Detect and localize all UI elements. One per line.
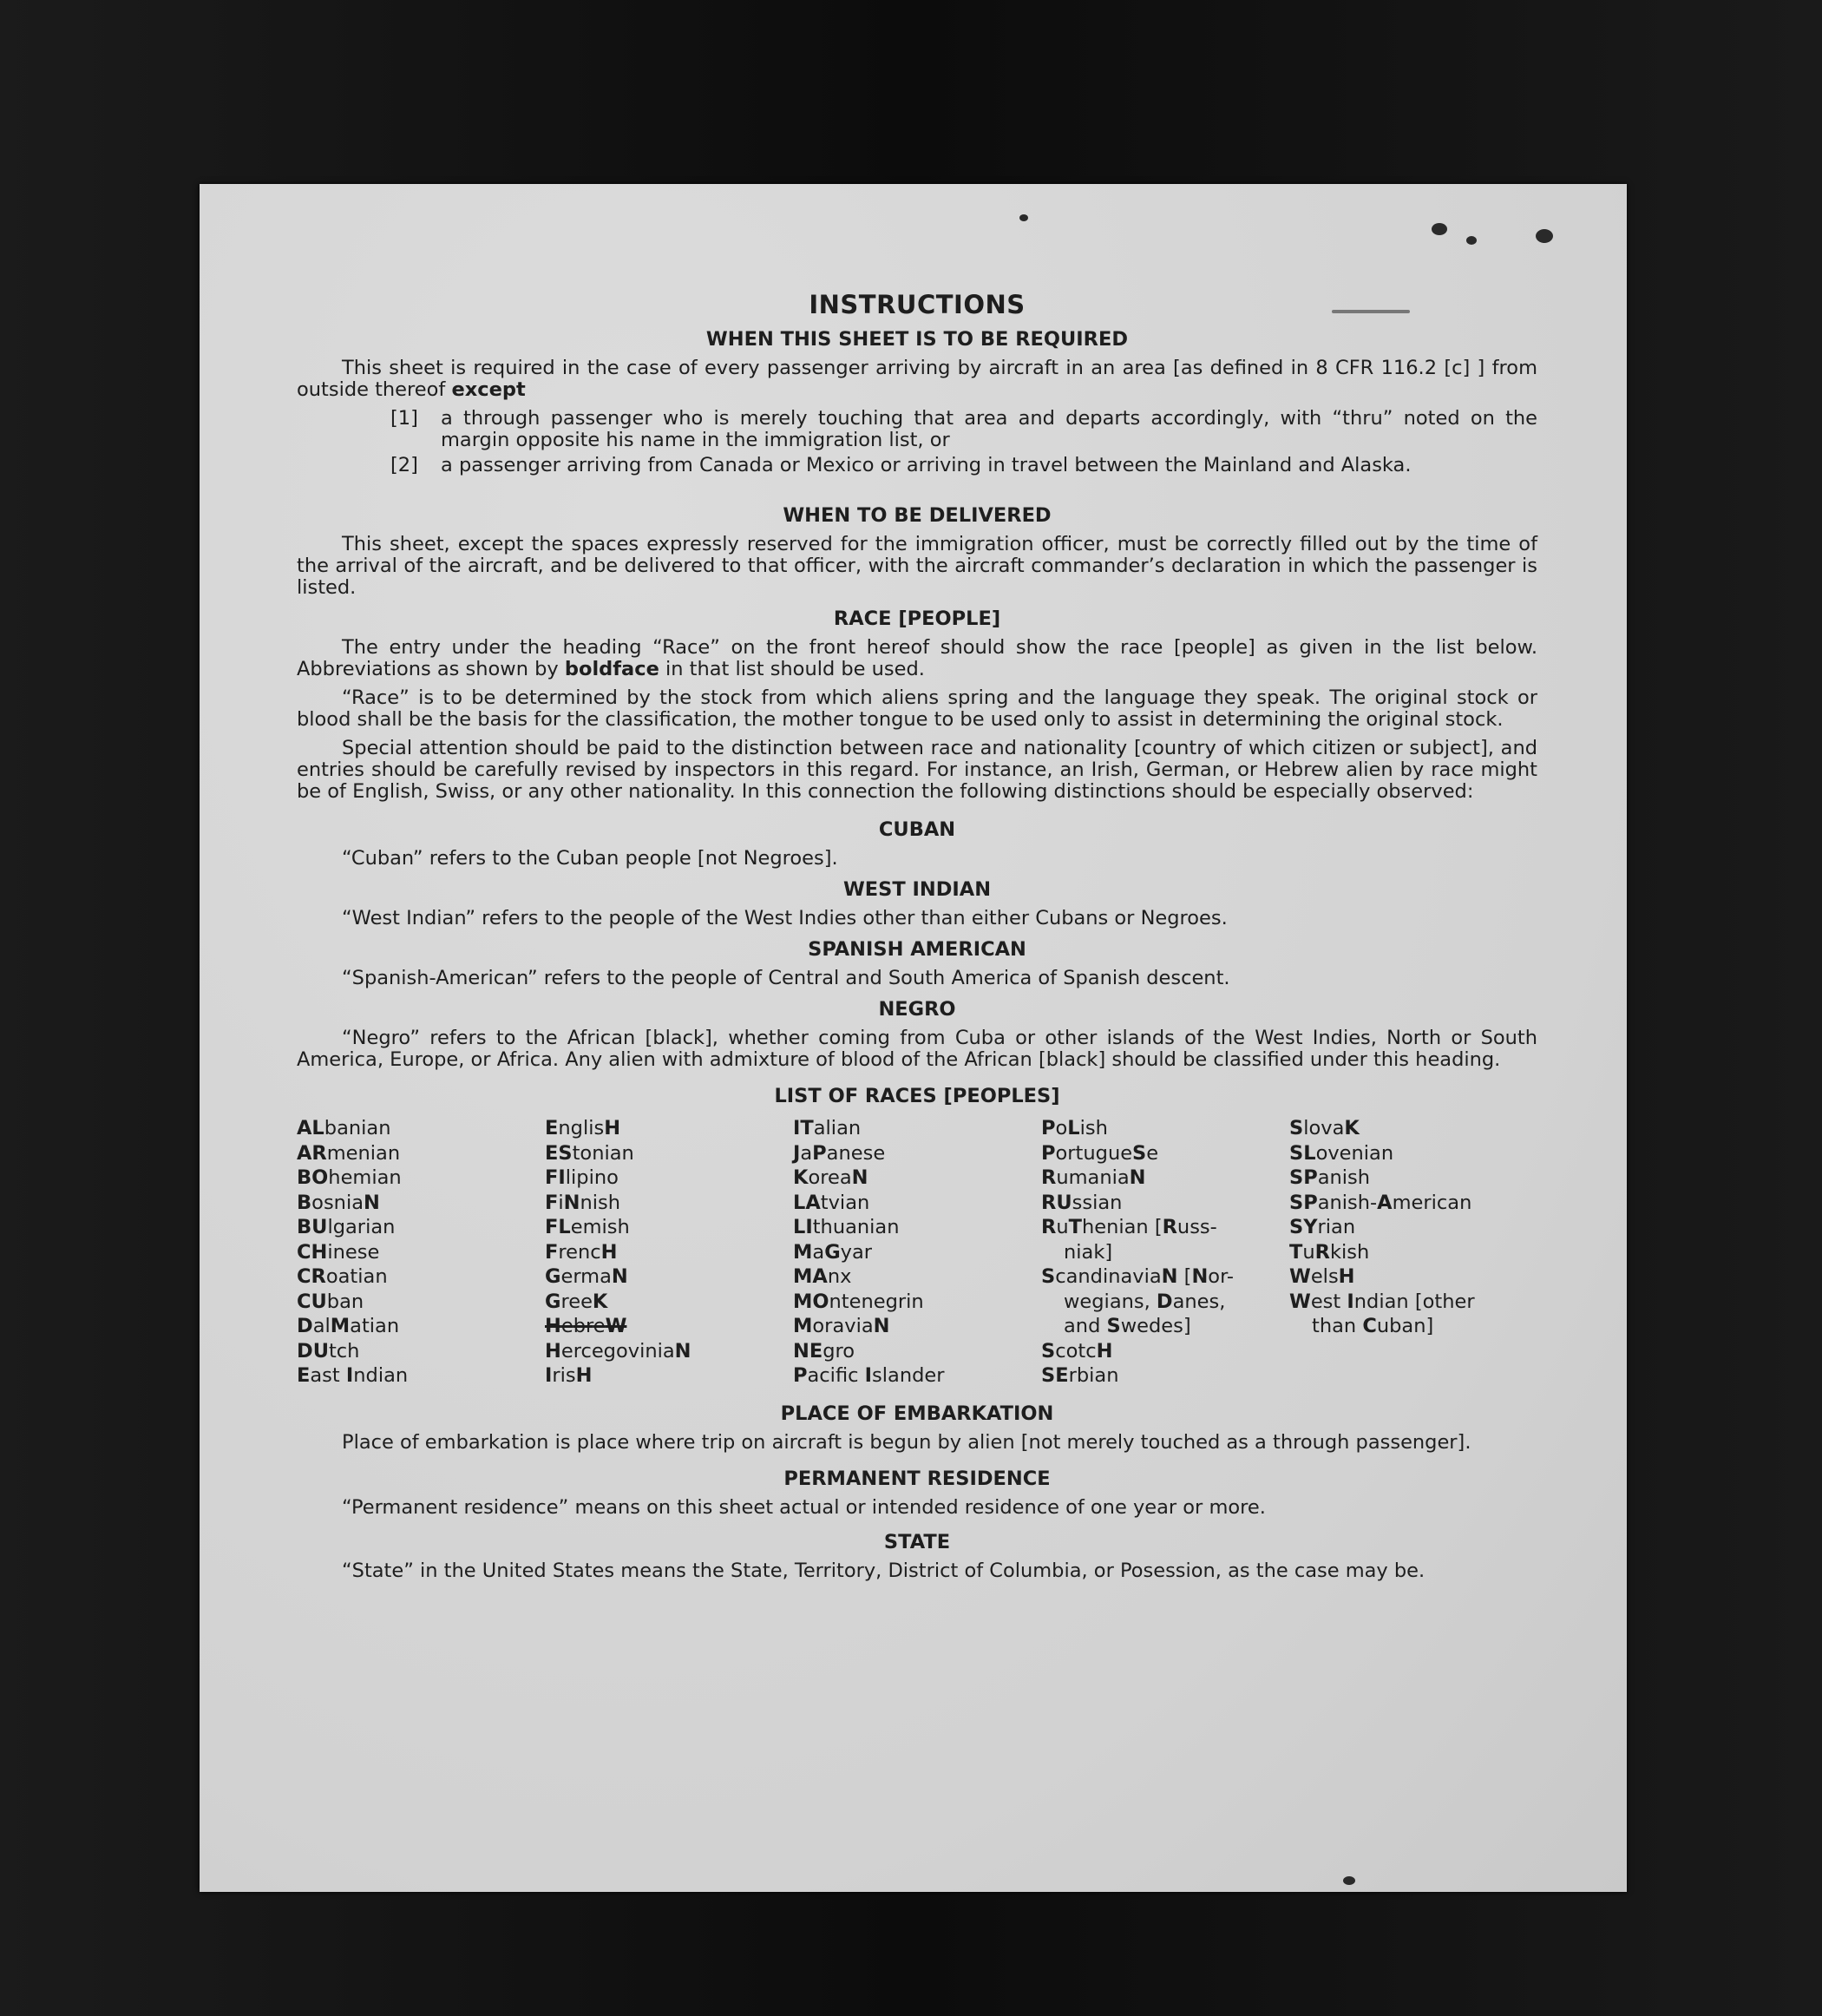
- race-entry: NEgro: [793, 1339, 855, 1363]
- race-entry: MaGyar: [793, 1240, 873, 1264]
- race-paragraph-3: Special attention should be paid to the distinction between race and nationality [country of which citizen or subject], and entries should be carefully revised by inspectors in this regard. For instance, an Irish, German, or Hebrew alien by race might be of English, Swiss, or any other nationality. In this connection the following distinctions should be especially observed:: [297, 737, 1537, 803]
- spanish-american-text: “Spanish-American” refers to the people of Central and South America of Spanish descent.: [342, 967, 1230, 989]
- race-entry: wegians, Danes,: [1064, 1290, 1226, 1313]
- heading-delivered: WHEN TO BE DELIVERED: [783, 504, 1052, 527]
- race-entry: EnglisH: [545, 1117, 621, 1139]
- race-entry: CRoatian: [297, 1265, 388, 1288]
- race-paragraph-1: The entry under the heading “Race” on the front hereof should show the race [people] as given in the list below. Abbreviations as shown by boldface in that list should be used.: [297, 636, 1537, 680]
- heading-spanish-american: SPANISH AMERICAN: [808, 938, 1026, 961]
- page-title: INSTRUCTIONS: [809, 290, 1026, 319]
- residence-text: “Permanent residence” means on this sheet actual or intended residence of one year or more.: [342, 1495, 1266, 1519]
- race-entry: RuThenian [Russ-: [1041, 1216, 1217, 1238]
- race-entry: FiNnish: [545, 1191, 621, 1214]
- races-column: [1289, 1116, 1537, 1389]
- race-entry: East Indian: [297, 1364, 409, 1387]
- races-column: [545, 1116, 793, 1389]
- race-entry: LAtvian: [793, 1191, 870, 1214]
- race-entry: SPanish-American: [1289, 1191, 1472, 1214]
- race-entry: HebreW: [545, 1315, 627, 1337]
- embarkation-text: Place of embarkation is place where trip on aircraft is begun by alien [not merely touched as a through passenger].: [342, 1430, 1471, 1454]
- race-entry: TuRkish: [1289, 1240, 1370, 1264]
- list-item: [2] a passenger arriving from Canada or Mexico or arriving in travel between the Mainland and Alaska.: [390, 454, 1412, 476]
- ink-spot: [1343, 1876, 1355, 1885]
- race-entry: HercegoviniaN: [545, 1339, 691, 1363]
- document-sheet: [200, 184, 1627, 1892]
- race-entry: GreeK: [545, 1290, 608, 1313]
- race-entry: PortugueSe: [1041, 1141, 1159, 1165]
- race-entry: ALbanian: [297, 1117, 391, 1139]
- heading-embarkation: PLACE OF EMBARKATION: [780, 1402, 1054, 1425]
- race-entry: ARmenian: [297, 1141, 401, 1165]
- delivered-text: This sheet, except the spaces expressly reserved for the immigration officer, must be correctly filled out by the time of the arrival of the aircraft, and be delivered to that officer, with the aircraft commander’s declaration in which the passenger is listed.: [297, 533, 1537, 599]
- heading-negro: NEGRO: [878, 998, 956, 1021]
- race-entry: MoraviaN: [793, 1315, 890, 1337]
- race-entry: niak]: [1064, 1240, 1113, 1264]
- heading-race: RACE [PEOPLE]: [833, 607, 1001, 630]
- heading-cuban: CUBAN: [878, 818, 956, 841]
- ink-spot: [1432, 223, 1447, 235]
- race-paragraph-2: “Race” is to be determined by the stock from which aliens spring and the language they speak. The original stock or blood shall be the basis for the classification, the mother tongue to be used only to assist in determining the original stock.: [297, 686, 1537, 731]
- race-entry: JaPanese: [793, 1141, 886, 1165]
- required-intro: This sheet is required in the case of every passenger arriving by aircraft in an area [as defined in 8 CFR 116.2 [c] ] from outside thereof except: [297, 357, 1537, 401]
- race-entry: PoLish: [1041, 1117, 1108, 1139]
- west-indian-text: “West Indian” refers to the people of the West Indies other than either Cubans or Negroes.: [342, 907, 1228, 929]
- race-entry: RumaniaN: [1041, 1166, 1146, 1189]
- ink-spot: [1019, 214, 1028, 221]
- race-entry: KoreaN: [793, 1166, 868, 1189]
- race-entry: SPanish: [1289, 1166, 1371, 1189]
- heading-list-of-races: LIST OF RACES [PEOPLES]: [774, 1085, 1060, 1107]
- negro-text: “Negro” refers to the African [black], whether coming from Cuba or other islands of the West Indies, North or South America, Europe, or Africa. Any alien with admixture of blood of the African [black] should be classified under this heading.: [297, 1027, 1537, 1071]
- race-entry: SlovaK: [1289, 1117, 1360, 1139]
- race-entry: IrisH: [545, 1364, 593, 1387]
- race-entry: BOhemian: [297, 1166, 402, 1189]
- race-entry: West Indian [other: [1289, 1290, 1475, 1313]
- ink-spot: [1466, 236, 1477, 245]
- heading-required: WHEN THIS SHEET IS TO BE REQUIRED: [705, 328, 1129, 351]
- races-column: [1041, 1116, 1289, 1389]
- race-entry: SYrian: [1289, 1216, 1356, 1238]
- race-entry: LIthuanian: [793, 1216, 900, 1238]
- race-entry: BUlgarian: [297, 1216, 396, 1238]
- race-entry: SLovenian: [1289, 1141, 1394, 1165]
- race-entry: EStonian: [545, 1141, 634, 1165]
- race-entry: and Swedes]: [1064, 1315, 1191, 1337]
- heading-west-indian: WEST INDIAN: [842, 878, 992, 901]
- races-column: [297, 1116, 545, 1389]
- race-entry: CHinese: [297, 1240, 380, 1264]
- list-item: [1] a through passenger who is merely touching that area and departs accordingly, with “thru” noted on the margin opposite his name in the immigration list, or: [390, 407, 1537, 451]
- ink-spot: [1536, 229, 1553, 243]
- heading-state: STATE: [883, 1530, 951, 1553]
- race-entry: ITalian: [793, 1117, 862, 1139]
- races-column: [793, 1116, 1041, 1389]
- race-entry: DalMatian: [297, 1315, 400, 1337]
- race-entry: WelsH: [1289, 1265, 1355, 1288]
- race-entry: MAnx: [793, 1265, 852, 1288]
- instructions-content: [297, 290, 1537, 1582]
- race-entry: ScandinaviaN [Nor-: [1041, 1265, 1235, 1288]
- race-entry: CUban: [297, 1290, 364, 1313]
- race-entry: DUtch: [297, 1339, 360, 1363]
- race-entry: MOntenegrin: [793, 1290, 924, 1313]
- heading-permanent-residence: PERMANENT RESIDENCE: [783, 1467, 1051, 1490]
- race-entry: GermaN: [545, 1265, 628, 1288]
- race-entry: RUssian: [1041, 1191, 1123, 1214]
- race-entry: SErbian: [1041, 1364, 1119, 1387]
- race-entry: ScotcH: [1041, 1339, 1113, 1363]
- race-entry: Pacifc Islander: [793, 1364, 945, 1387]
- race-entry: than Cuban]: [1312, 1315, 1434, 1337]
- race-entry: FIlipino: [545, 1166, 619, 1189]
- races-list: [297, 1116, 1537, 1389]
- race-entry: BosniaN: [297, 1191, 380, 1214]
- state-text: “State” in the United States means the State, Territory, District of Columbia, or Posession, as the case may be.: [342, 1559, 1425, 1582]
- race-entry: FLemish: [545, 1216, 630, 1238]
- race-entry: FrencH: [545, 1240, 618, 1264]
- cuban-text: “Cuban” refers to the Cuban people [not Negroes].: [342, 847, 838, 870]
